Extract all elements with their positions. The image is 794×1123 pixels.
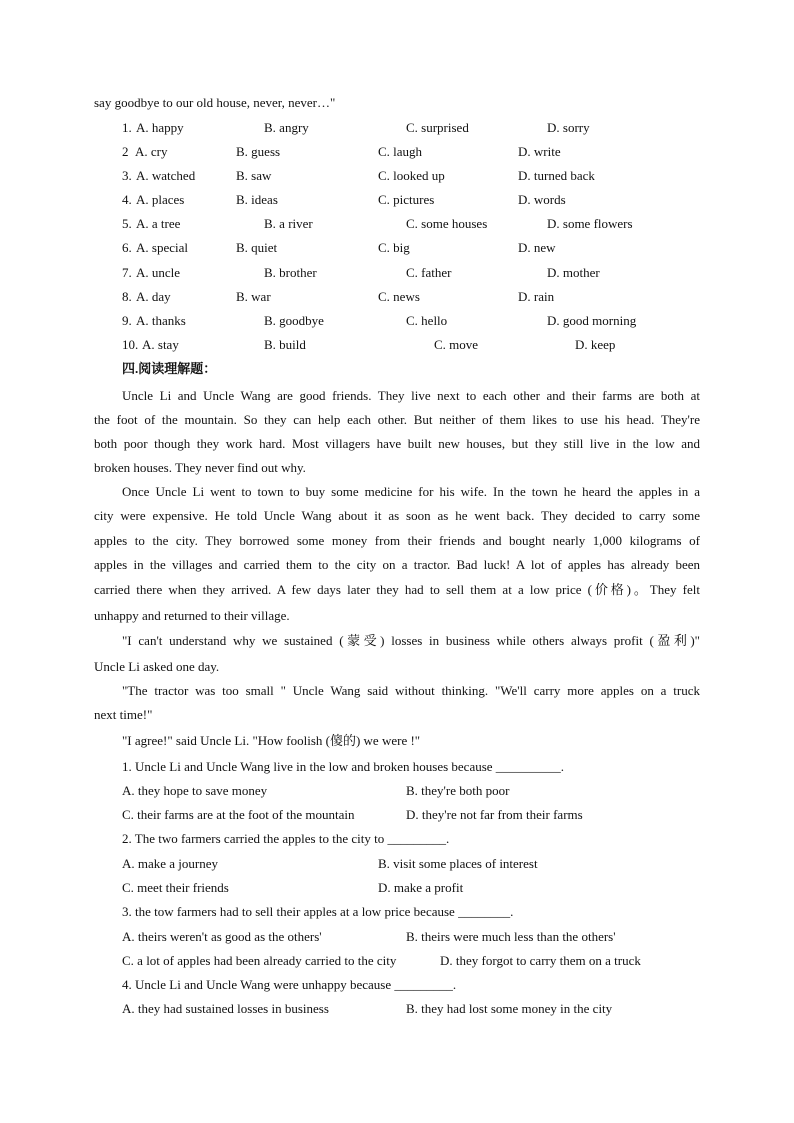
cloze-option: D. mother bbox=[547, 265, 600, 280]
cloze-number: 9. bbox=[122, 313, 132, 328]
question-option: D. they forgot to carry them on a truck bbox=[440, 953, 641, 968]
question-option: A. make a journey bbox=[122, 856, 219, 871]
cloze-option: A. cry bbox=[135, 144, 168, 159]
cloze-option: C. big bbox=[378, 240, 410, 255]
cloze-number: 7. bbox=[122, 265, 132, 280]
question-option: D. make a profit bbox=[378, 880, 464, 895]
cloze-option: B. goodbye bbox=[264, 313, 324, 328]
cloze-number: 1. bbox=[122, 120, 132, 135]
passage-line: next time!" bbox=[94, 707, 153, 722]
question-option: C. a lot of apples had been already carried to the city bbox=[122, 953, 397, 968]
passage-line: Once Uncle Li went to town to buy some medicine for his wife. In the town he heard the apples in a bbox=[122, 484, 700, 499]
section-heading: 四.阅读理解题： bbox=[122, 361, 217, 376]
cloze-option: B. build bbox=[264, 337, 306, 352]
question-option: C. their farms are at the foot of the mountain bbox=[122, 807, 355, 822]
cloze-number: 3. bbox=[122, 168, 132, 183]
passage-line: both poor though they work hard. Most villagers have built new houses, but they still live in the low and bbox=[94, 436, 700, 451]
cloze-option: C. surprised bbox=[406, 120, 469, 135]
cloze-option: C. pictures bbox=[378, 192, 435, 207]
cloze-option: B. saw bbox=[236, 168, 272, 183]
cloze-option: A. uncle bbox=[136, 265, 181, 280]
cloze-option: A. special bbox=[136, 240, 188, 255]
intro-tail-text: say goodbye to our old house, never, never…" bbox=[94, 95, 336, 110]
cloze-option: C. move bbox=[434, 337, 479, 352]
cloze-option: B. a river bbox=[264, 216, 313, 231]
question-stem: 4. Uncle Li and Uncle Wang were unhappy because _________. bbox=[122, 977, 457, 992]
cloze-number: 4. bbox=[122, 192, 132, 207]
question-option: A. they hope to save money bbox=[122, 783, 268, 798]
cloze-option: B. brother bbox=[264, 265, 317, 280]
passage-line: the foot of the mountain. So they can help each other. But neither of them likes to use his head. They're bbox=[94, 412, 700, 427]
cloze-option: D. some flowers bbox=[547, 216, 633, 231]
cloze-option: D. words bbox=[518, 192, 566, 207]
cloze-option: C. laugh bbox=[378, 144, 423, 159]
passage-line: apples in the villages and carried them to the city on a tractor. Bad luck! A lot of apples has already been bbox=[94, 557, 700, 572]
passage-line: Uncle Li asked one day. bbox=[94, 659, 220, 674]
question-stem: 2. The two farmers carried the apples to the city to _________. bbox=[122, 831, 450, 846]
passage-line: city were expensive. He told Uncle Wang about it as soon as he went back. They decided to carry some bbox=[94, 508, 700, 523]
cloze-option: A. a tree bbox=[136, 216, 181, 231]
question-option: D. they're not far from their farms bbox=[406, 807, 583, 822]
passage-line: apples to the city. They borrowed some money from their friends and bought nearly 1,000 kilograms of bbox=[94, 533, 700, 548]
cloze-number: 2 bbox=[122, 144, 129, 159]
cloze-option: D. write bbox=[518, 144, 561, 159]
question-stem: 1. Uncle Li and Uncle Wang live in the low and broken houses because __________. bbox=[122, 759, 565, 774]
cloze-option: B. quiet bbox=[236, 240, 278, 255]
cloze-option: A. happy bbox=[136, 120, 184, 135]
cloze-option: A. watched bbox=[136, 168, 196, 183]
cloze-number: 10. bbox=[122, 337, 139, 352]
question-option: B. visit some places of interest bbox=[378, 856, 538, 871]
cloze-option: C. hello bbox=[406, 313, 448, 328]
passage-line: "I can't understand why we sustained (蒙受) losses in business while others always profit (盈利)" bbox=[122, 633, 700, 648]
cloze-option: C. father bbox=[406, 265, 452, 280]
passage-line: Uncle Li and Uncle Wang are good friends. They live next to each other and their farms are both at bbox=[122, 388, 700, 403]
cloze-number: 5. bbox=[122, 216, 132, 231]
question-option: B. they're both poor bbox=[406, 783, 510, 798]
cloze-option: D. turned back bbox=[518, 168, 595, 183]
cloze-option: C. news bbox=[378, 289, 420, 304]
cloze-option: D. good morning bbox=[547, 313, 637, 328]
question-option: B. they had lost some money in the city bbox=[406, 1001, 613, 1016]
cloze-option: A. day bbox=[136, 289, 171, 304]
cloze-option: A. places bbox=[136, 192, 185, 207]
cloze-option: D. keep bbox=[575, 337, 616, 352]
cloze-option: D. sorry bbox=[547, 120, 590, 135]
passage-line: broken houses. They never find out why. bbox=[94, 460, 306, 475]
passage-line: carried there when they arrived. A few days later they had to sell them at a low price (价格)。They felt bbox=[94, 582, 700, 597]
cloze-option: A. thanks bbox=[136, 313, 186, 328]
cloze-option: D. new bbox=[518, 240, 556, 255]
cloze-option: D. rain bbox=[518, 289, 555, 304]
cloze-option: B. war bbox=[236, 289, 271, 304]
cloze-option: A. stay bbox=[142, 337, 179, 352]
cloze-option: C. looked up bbox=[378, 168, 445, 183]
cloze-number: 6. bbox=[122, 240, 132, 255]
question-option: A. theirs weren't as good as the others' bbox=[122, 929, 322, 944]
question-option: B. theirs were much less than the others' bbox=[406, 929, 616, 944]
cloze-number: 8. bbox=[122, 289, 132, 304]
passage-line: "The tractor was too small " Uncle Wang said without thinking. "We'll carry more apples on a truck bbox=[122, 683, 700, 698]
question-option: C. meet their friends bbox=[122, 880, 229, 895]
cloze-option: C. some houses bbox=[406, 216, 488, 231]
question-stem: 3. the tow farmers had to sell their apples at a low price because ________. bbox=[122, 904, 514, 919]
question-option: A. they had sustained losses in business bbox=[122, 1001, 329, 1016]
cloze-option: B. guess bbox=[236, 144, 281, 159]
cloze-option: B. ideas bbox=[236, 192, 278, 207]
passage-line: "I agree!" said Uncle Li. "How foolish (傻的) we were !" bbox=[122, 733, 421, 748]
passage-line: unhappy and returned to their village. bbox=[94, 608, 290, 623]
cloze-option: B. angry bbox=[264, 120, 309, 135]
